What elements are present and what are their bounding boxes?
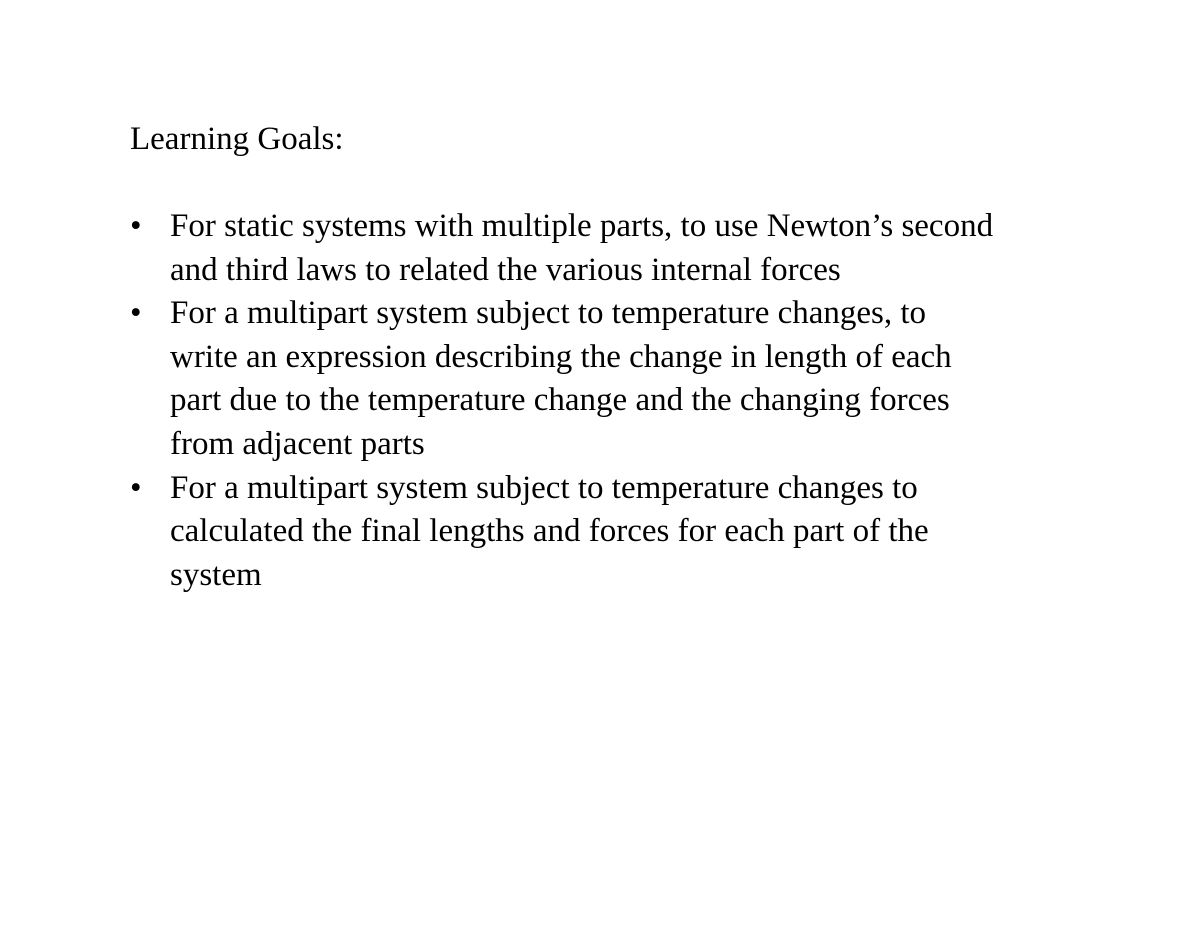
bullet-icon: • <box>130 295 142 332</box>
page-title: Learning Goals: <box>130 121 344 157</box>
goal-text-line: For a multipart system subject to temperature changes to <box>170 469 918 506</box>
list-item <box>130 292 1130 466</box>
learning-goals-list <box>130 205 1130 597</box>
goal-text-line: write an expression describing the change in length of each <box>170 338 952 375</box>
goal-text-line: part due to the temperature change and the changing forces <box>170 382 950 419</box>
goal-text-line: and third laws to related the various internal forces <box>170 251 841 288</box>
goal-text-line: from adjacent parts <box>170 425 425 462</box>
list-item <box>130 467 1130 598</box>
goal-text-line: system <box>170 556 262 593</box>
list-item <box>130 205 1130 292</box>
goal-text-line: calculated the final lengths and forces for each part of the <box>170 513 929 550</box>
bullet-icon: • <box>130 469 142 506</box>
goal-text-line: For static systems with multiple parts, to use Newton’s second <box>170 208 994 244</box>
bullet-icon: • <box>130 208 142 244</box>
goal-text-line: For a multipart system subject to temperature changes, to <box>170 295 927 332</box>
